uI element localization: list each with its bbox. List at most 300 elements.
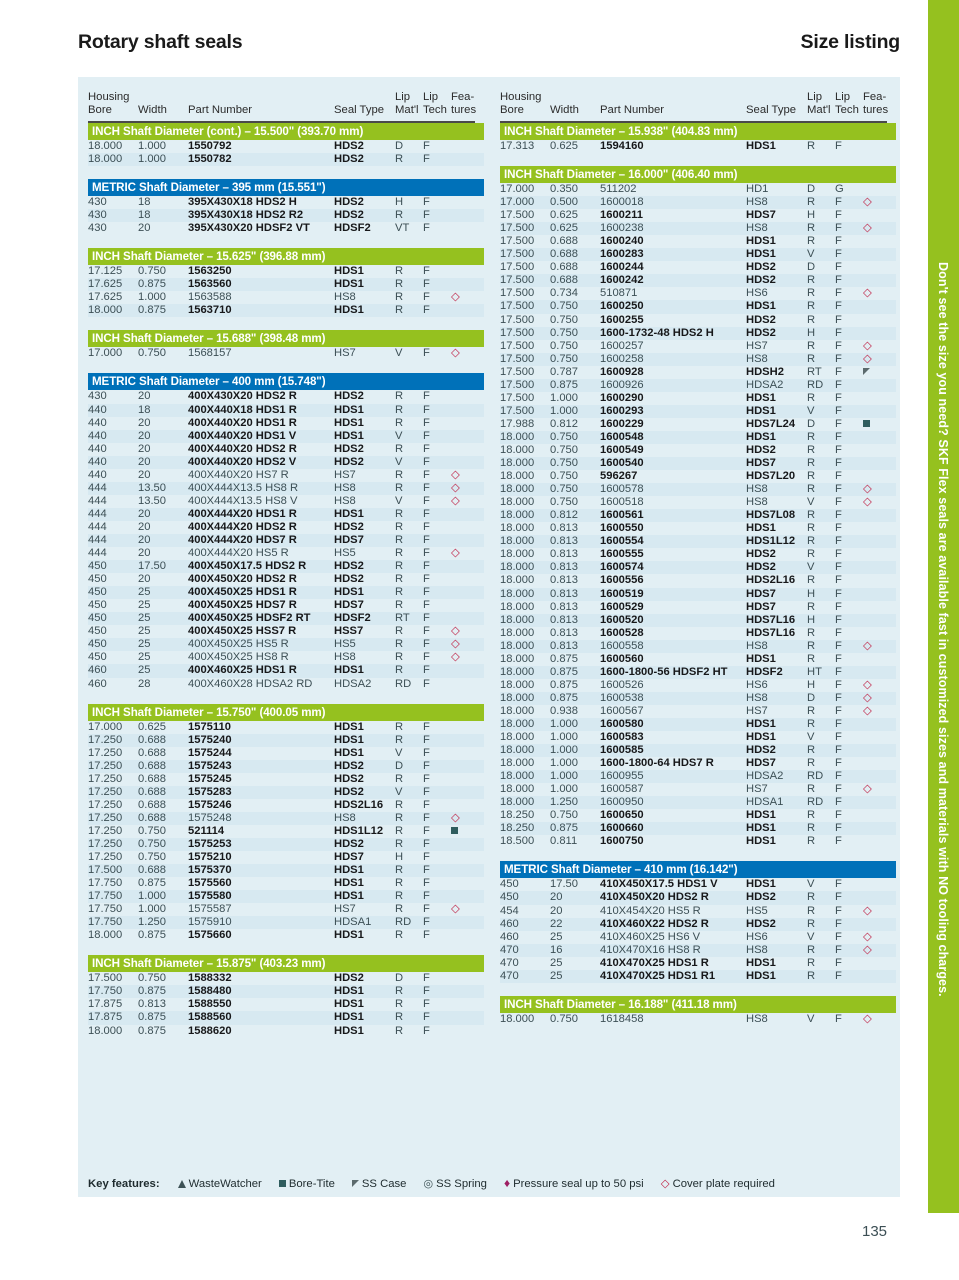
table-row xyxy=(88,222,484,235)
cell-lip-matl: R xyxy=(807,470,816,483)
cell-seal-type: HS8 xyxy=(746,1012,768,1025)
cell-part-number: 400X460X28 HDSA2 RD xyxy=(188,677,313,690)
cell-lip-matl: R xyxy=(395,291,404,304)
cell-part-number: 1600660 xyxy=(600,822,644,835)
cell-housing-bore: 17.750 xyxy=(88,916,123,929)
cell-housing-bore: 450 xyxy=(500,878,519,891)
cell-part-number: 410X454X20 HS5 R xyxy=(600,904,701,917)
cell-lip-matl: R xyxy=(807,574,816,587)
cell-lip-matl: R xyxy=(395,772,404,785)
cell-part-number: 400X440X20 HDS1 V xyxy=(188,429,297,442)
cell-lip-matl: R xyxy=(395,625,404,638)
cell-lip-tech: F xyxy=(835,443,842,456)
cell-width: 0.688 xyxy=(550,261,578,274)
cell-features xyxy=(863,340,887,353)
cell-housing-bore: 17.500 xyxy=(500,339,535,352)
table-row xyxy=(500,483,896,496)
table-row xyxy=(500,666,896,679)
cell-housing-bore: 450 xyxy=(88,651,107,664)
cell-housing-bore: 18.000 xyxy=(500,535,535,548)
cover-plate-diamond-icon: ◇ xyxy=(451,638,460,651)
cell-lip-matl: R xyxy=(807,548,816,561)
cell-seal-type: HDS2 xyxy=(334,520,364,533)
cell-part-number: 1600211 xyxy=(600,209,643,222)
cell-part-number: 1600257 xyxy=(600,339,644,352)
column-headers-left xyxy=(88,77,484,123)
header-rule xyxy=(88,121,475,123)
cell-seal-type: HDS2 xyxy=(334,390,364,403)
column-header-features: Fea- tures xyxy=(863,91,889,116)
cover-plate-diamond-icon: ◇ xyxy=(451,468,460,481)
cell-features xyxy=(863,679,887,692)
cell-seal-type: HDS2 xyxy=(746,891,776,904)
cell-part-number: 596267 xyxy=(600,470,638,483)
section-gap xyxy=(88,691,484,704)
cell-lip-tech: F xyxy=(423,998,430,1011)
cell-part-number: 1575580 xyxy=(188,890,232,903)
cell-lip-tech: F xyxy=(423,1011,430,1024)
cell-width: 25 xyxy=(138,586,151,599)
cell-seal-type: HDSH2 xyxy=(746,365,784,378)
cell-housing-bore: 18.000 xyxy=(88,929,123,942)
cell-features xyxy=(451,638,475,651)
cover-plate-diamond-icon: ◇ xyxy=(863,943,872,956)
cell-lip-tech: F xyxy=(835,430,842,443)
cell-lip-tech: F xyxy=(835,930,842,943)
cell-width: 0.813 xyxy=(550,561,578,574)
cell-part-number: 400X450X25 HS8 R xyxy=(188,651,289,664)
cell-housing-bore: 18.000 xyxy=(500,509,535,522)
table-row xyxy=(500,809,896,822)
cell-seal-type: HDS7 xyxy=(746,457,776,470)
cell-part-number: 1575245 xyxy=(188,772,232,785)
cell-width: 0.812 xyxy=(550,509,578,522)
cell-part-number: 1600548 xyxy=(600,430,644,443)
cell-lip-matl: VT xyxy=(395,222,410,235)
cell-lip-matl: R xyxy=(807,704,816,717)
section-gap xyxy=(88,1038,484,1051)
cell-width: 16 xyxy=(550,943,563,956)
cell-lip-matl: V xyxy=(807,1012,815,1025)
table-row xyxy=(88,625,484,638)
cover-plate-diamond-icon: ◇ xyxy=(863,339,872,352)
cell-lip-matl: R xyxy=(807,457,816,470)
cell-lip-tech: F xyxy=(423,972,430,985)
table-row xyxy=(500,222,896,235)
cell-lip-matl: V xyxy=(395,494,403,507)
cell-housing-bore: 18.000 xyxy=(88,1024,123,1037)
cover-plate-diamond-icon: ◇ xyxy=(863,783,872,796)
cell-lip-tech: F xyxy=(835,313,842,326)
cell-lip-tech: F xyxy=(423,573,430,586)
cell-part-number: 395X430X18 HDS2 H xyxy=(188,196,297,209)
cell-lip-matl: RD xyxy=(807,378,824,391)
table-row xyxy=(88,903,484,916)
cell-housing-bore: 18.000 xyxy=(500,613,535,626)
cell-width: 25 xyxy=(550,956,563,969)
cell-width: 0.813 xyxy=(550,535,578,548)
cell-seal-type: HS6 xyxy=(746,287,768,300)
cell-lip-tech: F xyxy=(835,678,842,691)
cell-lip-matl: R xyxy=(395,442,404,455)
table-row xyxy=(88,508,484,521)
cell-lip-matl: H xyxy=(395,196,404,209)
cover-plate-diamond-icon: ◇ xyxy=(863,1012,872,1025)
cell-housing-bore: 450 xyxy=(88,625,107,638)
cell-lip-matl: D xyxy=(807,261,816,274)
cell-part-number: 1588620 xyxy=(188,1024,232,1037)
column-header-lip-matl: Lip Mat'l xyxy=(395,91,419,116)
table-row xyxy=(500,878,896,891)
cell-lip-tech: F xyxy=(423,890,430,903)
cell-width: 0.688 xyxy=(138,746,166,759)
cell-housing-bore: 444 xyxy=(88,520,107,533)
legend-item xyxy=(178,1178,262,1190)
cell-seal-type: HDS1 xyxy=(334,1024,364,1037)
cell-part-number: 1575240 xyxy=(188,733,232,746)
cell-part-number: 410X460X22 HDS2 R xyxy=(600,917,709,930)
cell-width: 0.787 xyxy=(550,365,578,378)
table-row xyxy=(500,679,896,692)
cell-housing-bore: 17.988 xyxy=(500,417,535,430)
cell-housing-bore: 18.000 xyxy=(500,731,535,744)
table-row xyxy=(500,444,896,457)
cell-lip-matl: R xyxy=(807,391,816,404)
cell-housing-bore: 17.125 xyxy=(88,265,123,278)
cell-seal-type: HDS1 xyxy=(334,429,364,442)
cell-seal-type: HDS2L16 xyxy=(746,574,796,587)
cell-width: 25 xyxy=(138,638,151,651)
cell-lip-matl: R xyxy=(807,483,816,496)
table-row xyxy=(500,327,896,340)
cell-part-number: 1588550 xyxy=(188,998,232,1011)
table-row xyxy=(88,482,484,495)
header-rule xyxy=(500,121,887,123)
cell-features xyxy=(451,291,475,304)
cell-part-number: 400X440X20 HDS1 R xyxy=(188,416,297,429)
cell-lip-matl: D xyxy=(807,183,816,196)
cell-seal-type: HDSA1 xyxy=(746,796,784,809)
section-gap xyxy=(500,983,896,996)
cover-plate-diamond-icon: ◇ xyxy=(863,222,872,235)
section-rows xyxy=(88,265,484,317)
cell-width: 1.250 xyxy=(138,916,166,929)
cell-lip-matl: D xyxy=(807,691,816,704)
cell-lip-matl: R xyxy=(395,209,404,222)
cell-width: 25 xyxy=(550,969,563,982)
cell-part-number: 1600587 xyxy=(600,783,644,796)
cell-seal-type: HDS1 xyxy=(334,720,364,733)
cell-part-number: 395X430X20 HDSF2 VT xyxy=(188,222,310,235)
table-row xyxy=(500,614,896,627)
cell-housing-bore: 17.250 xyxy=(88,733,123,746)
cell-housing-bore: 17.625 xyxy=(88,291,123,304)
cell-part-number: 1600555 xyxy=(600,548,644,561)
cell-part-number: 1594160 xyxy=(600,140,644,152)
cover-plate-diamond-icon: ◇ xyxy=(451,625,460,638)
cell-part-number: 1600258 xyxy=(600,352,644,365)
cell-housing-bore: 17.250 xyxy=(88,851,123,864)
cell-housing-bore: 430 xyxy=(88,390,107,403)
cell-seal-type: HS7 xyxy=(334,347,356,360)
legend-label: Key features: xyxy=(88,1178,160,1190)
cell-features xyxy=(863,496,887,509)
cell-width: 1.000 xyxy=(550,717,578,730)
table-row xyxy=(88,612,484,625)
table-row xyxy=(500,366,896,379)
cell-part-number: 1575910 xyxy=(188,916,232,929)
cell-lip-matl: RD xyxy=(807,796,824,809)
cell-seal-type: HDS2 xyxy=(746,917,776,930)
table-row xyxy=(88,140,484,153)
cell-lip-matl: R xyxy=(807,917,816,930)
cell-seal-type: HS8 xyxy=(334,481,356,494)
table-row xyxy=(500,496,896,509)
cell-lip-matl: R xyxy=(395,278,404,291)
cell-lip-tech: F xyxy=(835,796,842,809)
table-row xyxy=(500,744,896,757)
cell-lip-matl: R xyxy=(395,507,404,520)
cell-housing-bore: 430 xyxy=(88,196,107,209)
cell-part-number: 1575660 xyxy=(188,929,232,942)
table-row xyxy=(500,588,896,601)
cell-part-number: 400X460X25 HDS1 R xyxy=(188,664,297,677)
cell-width: 0.813 xyxy=(550,613,578,626)
cell-features xyxy=(451,347,475,360)
cell-lip-tech: F xyxy=(835,665,842,678)
cell-seal-type: HDS2 xyxy=(334,837,364,850)
cell-seal-type: HDS2 xyxy=(746,548,776,561)
section-title-inch: INCH Shaft Diameter – 16.000" (406.40 mm) xyxy=(500,166,896,183)
cell-width: 0.875 xyxy=(550,665,578,678)
cell-part-number: 1575587 xyxy=(188,903,232,916)
cell-width: 25 xyxy=(138,625,151,638)
cell-part-number: 1575370 xyxy=(188,864,232,877)
cell-lip-matl: V xyxy=(807,731,815,744)
section-rows xyxy=(88,347,484,360)
section-gap xyxy=(88,317,484,330)
cell-lip-tech: F xyxy=(423,916,430,929)
cell-lip-matl: R xyxy=(807,274,816,287)
table-row xyxy=(500,209,896,222)
cell-lip-matl: R xyxy=(807,904,816,917)
cell-width: 0.750 xyxy=(550,430,578,443)
table-row xyxy=(88,278,484,291)
column-header-seal-type: Seal Type xyxy=(334,103,385,116)
cell-part-number: 1600529 xyxy=(600,600,644,613)
cell-part-number: 1575246 xyxy=(188,798,232,811)
cell-part-number: 1588480 xyxy=(188,985,232,998)
cell-part-number: 1563710 xyxy=(188,304,232,317)
cell-lip-matl: R xyxy=(807,339,816,352)
cell-housing-bore: 18.000 xyxy=(500,704,535,717)
cell-width: 0.750 xyxy=(138,851,166,864)
cell-part-number: 1550792 xyxy=(188,140,232,152)
cell-seal-type: HDS1 xyxy=(746,956,776,969)
cell-seal-type: HDS1 xyxy=(334,929,364,942)
cover-plate-diamond-icon: ◇ xyxy=(451,651,460,664)
cell-lip-tech: F xyxy=(835,691,842,704)
cell-lip-tech: F xyxy=(835,140,842,152)
table-row xyxy=(88,786,484,799)
cell-part-number: 1575110 xyxy=(188,720,231,733)
cell-part-number: 1600583 xyxy=(600,731,644,744)
cell-housing-bore: 18.250 xyxy=(500,809,535,822)
cell-housing-bore: 450 xyxy=(88,586,107,599)
cell-housing-bore: 17.000 xyxy=(88,347,123,360)
table-row xyxy=(500,891,896,904)
cell-housing-bore: 17.250 xyxy=(88,772,123,785)
column-headers-right xyxy=(500,77,896,123)
cell-lip-matl: R xyxy=(395,798,404,811)
table-row xyxy=(500,418,896,431)
table-row xyxy=(88,495,484,508)
cell-housing-bore: 450 xyxy=(88,599,107,612)
table-row xyxy=(500,601,896,614)
cell-seal-type: HS8 xyxy=(746,691,768,704)
cell-lip-matl: R xyxy=(807,639,816,652)
cell-housing-bore: 18.000 xyxy=(88,304,123,317)
cell-lip-tech: F xyxy=(835,222,842,235)
ss-case-corner-icon xyxy=(352,1180,359,1187)
cell-width: 0.813 xyxy=(550,639,578,652)
table-row xyxy=(500,183,896,196)
cell-lip-matl: R xyxy=(395,533,404,546)
cell-lip-tech: F xyxy=(835,822,842,835)
cell-housing-bore: 17.500 xyxy=(88,972,123,985)
cell-part-number: 410X450X20 HDS2 R xyxy=(600,891,709,904)
cell-lip-matl: R xyxy=(807,313,816,326)
cell-lip-matl: V xyxy=(807,561,815,574)
cell-seal-type: HDS2 xyxy=(746,744,776,757)
cell-width: 17.50 xyxy=(138,560,166,573)
cell-housing-bore: 450 xyxy=(500,891,519,904)
cell-seal-type: HDSF2 xyxy=(746,665,783,678)
cell-lip-tech: F xyxy=(835,574,842,587)
table-row xyxy=(88,812,484,825)
cell-part-number: 410X470X16 HS8 R xyxy=(600,943,701,956)
table-row xyxy=(500,140,896,153)
section-rows xyxy=(88,721,484,943)
table-row xyxy=(88,456,484,469)
cell-housing-bore: 17.000 xyxy=(500,196,535,209)
cell-part-number: 1600580 xyxy=(600,717,644,730)
cell-width: 0.750 xyxy=(550,326,578,339)
table-row xyxy=(88,599,484,612)
legend-item-label: Cover plate required xyxy=(672,1178,775,1190)
cell-seal-type: HDS2L16 xyxy=(334,798,384,811)
cell-width: 0.625 xyxy=(138,720,166,733)
cell-lip-tech: F xyxy=(423,416,430,429)
cell-seal-type: HDS7 xyxy=(334,851,364,864)
cell-width: 0.875 xyxy=(138,1011,166,1024)
table-row xyxy=(500,248,896,261)
cell-lip-tech: F xyxy=(423,677,430,690)
cell-housing-bore: 18.000 xyxy=(500,548,535,561)
cell-housing-bore: 17.250 xyxy=(88,785,123,798)
size-listing-panel xyxy=(78,77,900,1197)
cell-width: 1.000 xyxy=(550,404,578,417)
cover-plate-diamond-icon: ◇ xyxy=(451,903,460,916)
cell-lip-matl: R xyxy=(395,1011,404,1024)
cell-lip-tech: F xyxy=(423,196,430,209)
table-row xyxy=(88,209,484,222)
cell-part-number: 1600240 xyxy=(600,235,644,248)
table-row xyxy=(88,721,484,734)
column-header-housing-bore: Housing Bore xyxy=(500,91,542,116)
cell-width: 20 xyxy=(138,468,151,481)
cell-seal-type: HDSA2 xyxy=(334,677,372,690)
cell-housing-bore: 18.000 xyxy=(500,744,535,757)
table-row xyxy=(88,265,484,278)
cover-plate-diamond-icon: ◇ xyxy=(451,547,460,560)
table-row xyxy=(88,638,484,651)
cell-lip-tech: F xyxy=(835,457,842,470)
cell-housing-bore: 17.875 xyxy=(88,998,123,1011)
section-title-inch: INCH Shaft Diameter – 15.938" (404.83 mm) xyxy=(500,123,896,140)
table-row xyxy=(500,261,896,274)
cell-width: 18 xyxy=(138,196,151,209)
cell-lip-tech: F xyxy=(423,494,430,507)
cell-lip-matl: R xyxy=(807,196,816,209)
cell-housing-bore: 450 xyxy=(88,612,107,625)
table-row xyxy=(500,405,896,418)
table-row xyxy=(88,972,484,985)
cell-lip-matl: R xyxy=(395,985,404,998)
cell-part-number: 1550782 xyxy=(188,153,232,166)
cell-features xyxy=(451,495,475,508)
cell-seal-type: HDS1 xyxy=(334,985,364,998)
cell-width: 0.750 xyxy=(550,443,578,456)
table-row xyxy=(88,929,484,942)
cell-lip-matl: R xyxy=(395,877,404,890)
cell-housing-bore: 18.000 xyxy=(500,691,535,704)
table-row xyxy=(500,522,896,535)
cell-width: 0.875 xyxy=(138,877,166,890)
cell-lip-tech: F xyxy=(835,917,842,930)
cell-lip-tech: F xyxy=(835,835,842,848)
table-row xyxy=(88,998,484,1011)
cell-lip-tech: F xyxy=(835,209,842,222)
cell-part-number: 1600560 xyxy=(600,652,644,665)
cell-lip-matl: R xyxy=(395,664,404,677)
cell-width: 0.750 xyxy=(138,837,166,850)
cell-housing-bore: 17.500 xyxy=(500,391,535,404)
table-row xyxy=(500,692,896,705)
cell-lip-matl: R xyxy=(807,443,816,456)
section-title-inch: INCH Shaft Diameter – 15.688" (398.48 mm) xyxy=(88,330,484,347)
cell-lip-matl: R xyxy=(807,969,816,982)
cell-lip-matl: D xyxy=(395,972,404,985)
cell-lip-matl: R xyxy=(395,304,404,317)
cell-part-number: 400X450X25 HS5 R xyxy=(188,638,289,651)
cell-housing-bore: 17.625 xyxy=(88,278,123,291)
cover-plate-diamond-icon: ◇ xyxy=(863,678,872,691)
cell-housing-bore: 18.000 xyxy=(500,587,535,600)
cell-housing-bore: 17.500 xyxy=(500,365,535,378)
cell-features xyxy=(863,483,887,496)
table-row xyxy=(500,300,896,313)
legend-item xyxy=(423,1178,486,1190)
cell-seal-type: HS8 xyxy=(746,639,768,652)
cell-lip-matl: R xyxy=(807,600,816,613)
cell-width: 0.875 xyxy=(550,691,578,704)
cell-lip-tech: F xyxy=(423,599,430,612)
cell-lip-matl: H xyxy=(807,587,816,600)
cell-lip-matl: R xyxy=(395,416,404,429)
cell-features xyxy=(451,625,475,638)
cell-width: 0.813 xyxy=(550,522,578,535)
